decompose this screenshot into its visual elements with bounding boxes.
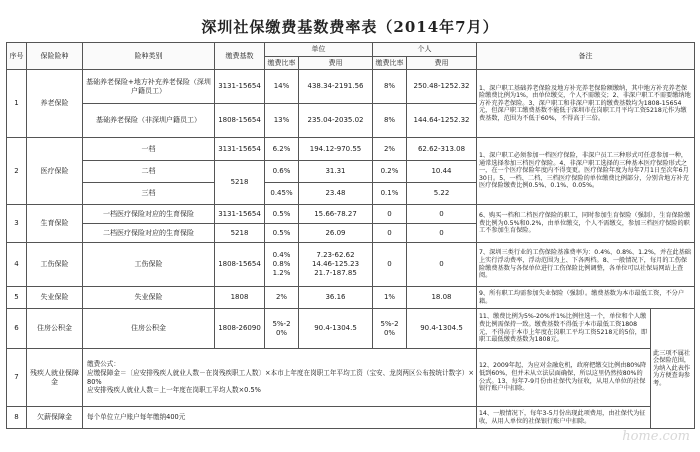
maternity-base-2: 5218 (215, 224, 265, 243)
maternity-person-rate-1: 0 (373, 205, 407, 224)
maternity-person-fee-1: 0 (407, 205, 477, 224)
page-title: 深圳社保缴费基数费率表（2014年7月） (201, 18, 499, 36)
injury-person-rate: 0 (373, 243, 407, 287)
injury-seq: 4 (7, 243, 27, 287)
pension-person-rate-2: 8% (373, 104, 407, 138)
injury-unit-rate: 0.4% 0.8% 1.2% (265, 243, 299, 287)
medical-person-rate-2: 0.2% (373, 161, 407, 183)
medical-base-1: 3131-15654 (215, 138, 265, 161)
injury-note: 7、深圳三类行业的工伤保险基准费率为：0.4%、0.8%、1.2%，并在此基础上实行浮动费率，浮动范围为上、下各两档。8、一般情况下，每月的工伤保险缴费基数与各保单位进行工伤保险比例调整，各单位可以社保局网站上查阅。 (477, 243, 695, 287)
medical-person-fee-1: 62.62-313.08 (407, 138, 477, 161)
housing-category: 住房公积金 (83, 309, 215, 349)
header-person-fee: 费用 (407, 57, 477, 70)
medical-unit-fee-1: 194.12-970.55 (299, 138, 373, 161)
maternity-unit-fee-2: 26.09 (299, 224, 373, 243)
pension-person-rate-1: 8% (373, 70, 407, 104)
maternity-note: 6、购买一档和二档医疗保险的职工，同时参加生育保险（强制），生育保险缴费比例为0.5%和0.2%，由单位缴交，个人不需缴交，参加三档医疗保险的职工不参加生育保险。 (477, 205, 695, 243)
housing-person-rate: 5%-20% (373, 309, 407, 349)
union-formula: 每个单位立户账户每年缴纳400元 (83, 407, 477, 429)
medical-tier-1: 一档 (83, 138, 215, 161)
header-person-rate: 缴费比率 (373, 57, 407, 70)
disabled-note: 12、2009年起，为应对金融危机，政府把缴交比例由80%降低到60%，但并未从立法层面确保，所以这里仍然按80%的公式。13、每年7-9月份由社保代为征收，从用人单位的社保银行账户中扣除。 (477, 349, 651, 407)
unemployment-note: 9、所有职工均需参加失业保险（强制）。缴费基数为本市最低工资，不分户籍。 (477, 287, 695, 309)
unemployment-person-fee: 18.08 (407, 287, 477, 309)
housing-note: 11、缴费比例为5%-20%并1%比例往选一个，单位和个人缴费比例需保持一致。缴费基数不得低于本市最低工资1808元，不得高于本市上年度在岗职工平均工资5218元的5倍，即职工最低缴费基数为1808元。 (477, 309, 651, 349)
injury-person-fee: 0 (407, 243, 477, 287)
maternity-category-1: 一档医疗保险对应的生育保险 (83, 205, 215, 224)
medical-unit-rate-1: 6.2% (265, 138, 299, 161)
disabled-type: 残疾人就业保障金 (27, 349, 83, 407)
maternity-person-fee-2: 0 (407, 224, 477, 243)
injury-category: 工伤保险 (83, 243, 215, 287)
header-unit: 单位 (265, 43, 373, 57)
unemployment-category: 失业保险 (83, 287, 215, 309)
header-base: 缴费基数 (215, 43, 265, 70)
maternity-unit-rate-2: 0.5% (265, 224, 299, 243)
unemployment-unit-rate: 2% (265, 287, 299, 309)
maternity-unit-fee-1: 15.66-78.27 (299, 205, 373, 224)
medical-type: 医疗保险 (27, 138, 83, 205)
disabled-formula-line-2: 应安排残疾人就业人数＝上一年度在岗职工平均人数×0.5% (87, 386, 261, 395)
watermark: home.com (622, 429, 690, 444)
header-person: 个人 (373, 43, 477, 57)
maternity-category-2: 二档医疗保险对应的生育保险 (83, 224, 215, 243)
medical-unit-fee-2: 31.31 (299, 161, 373, 183)
pension-category-1: 基础养老保险+地方补充养老保险（深圳户籍员工） (83, 70, 215, 104)
housing-unit-rate: 5%-20% (265, 309, 299, 349)
medical-person-rate-3: 0.1% (373, 183, 407, 205)
medical-unit-rate-3: 0.45% (265, 183, 299, 205)
maternity-type: 生育保险 (27, 205, 83, 243)
medical-unit-rate-2: 0.6% (265, 161, 299, 183)
pension-unit-fee-1: 438.34-2191.56 (299, 70, 373, 104)
union-type: 欠薪保障金 (27, 407, 83, 429)
maternity-unit-rate-1: 0.5% (265, 205, 299, 224)
disabled-formula-line-1: 应缴保障金＝〔应安排残疾人就业人数－在岗残疾职工人数〕×本市上年度在岗职工年平均工资（宝安、龙岗两区公布按统计数字）×80% (87, 368, 474, 386)
pension-unit-fee-2: 235.04-2035.02 (299, 104, 373, 138)
maternity-base-1: 3131-15654 (215, 205, 265, 224)
medical-note: 1、深户职工必须参加一档医疗保险，非深户员工三种形式可任意参加一种，通常选择参加三档医疗保险。4、非深户职工选择的三种基本医疗保险形式之一，在一个医疗保险年度内不得变更。医疗保险年度为每年7月1日至次年6月30日。5、一档、二档、三档医疗保险的单位缴费比例部分，分别含地方补充医疗保险缴费比例0.5%、0.1%、0.05%。 (477, 138, 695, 205)
medical-person-rate-1: 2% (373, 138, 407, 161)
header-unit-fee: 费用 (299, 57, 373, 70)
housing-seq: 6 (7, 309, 27, 349)
pension-category-2: 基础养老保险（非深圳户籍员工） (83, 104, 215, 138)
rate-table (6, 42, 695, 429)
unemployment-seq: 5 (7, 287, 27, 309)
header-type: 保险险种 (27, 43, 83, 70)
union-seq: 8 (7, 407, 27, 429)
pension-person-fee-1: 250.48-1252.32 (407, 70, 477, 104)
side-note: 此三项不属社会保险范围，为纳入此表作为方便查询参考。 (651, 309, 695, 429)
maternity-person-rate-2: 0 (373, 224, 407, 243)
pension-type: 养老保险 (27, 70, 83, 138)
housing-unit-fee: 90.4-1304.5 (299, 309, 373, 349)
pension-seq: 1 (7, 70, 27, 138)
housing-person-fee: 90.4-1304.5 (407, 309, 477, 349)
header-category: 险种类别 (83, 43, 215, 70)
medical-unit-fee-3: 23.48 (299, 183, 373, 205)
housing-type: 住房公积金 (27, 309, 83, 349)
header-seq: 序号 (7, 43, 27, 70)
housing-base: 1808-26090 (215, 309, 265, 349)
unemployment-base: 1808 (215, 287, 265, 309)
medical-base-shared: 5218 (215, 161, 265, 205)
medical-tier-3: 三档 (83, 183, 215, 205)
pension-note: 1、深户职工基础养老保险及地方补充养老保险额缴纳，其中地方补充养老保险缴费比例为1%，由单位缴交，个人不需缴交；2、非深户职工不需要缴纳地方补充养老保险。3、深户职工和非深户职工的缴费基数均为1808-15654元，但深户职工缴费基数不能低于深圳市在岗职工月平均工资5218元作为缴费基数，范围为不低于60%，不得高于三倍。 (477, 70, 695, 138)
disabled-formula (83, 349, 477, 407)
medical-person-fee-3: 5.22 (407, 183, 477, 205)
medical-person-fee-2: 10.44 (407, 161, 477, 183)
pension-base-1: 3131-15654 (215, 70, 265, 104)
maternity-seq: 3 (7, 205, 27, 243)
medical-seq: 2 (7, 138, 27, 205)
pension-unit-rate-1: 14% (265, 70, 299, 104)
pension-base-2: 1808-15654 (215, 104, 265, 138)
header-notes: 备注 (477, 43, 695, 70)
unemployment-unit-fee: 36.16 (299, 287, 373, 309)
disabled-seq: 7 (7, 349, 27, 407)
pension-person-fee-2: 144.64-1252.32 (407, 104, 477, 138)
pension-unit-rate-2: 13% (265, 104, 299, 138)
injury-type: 工伤保险 (27, 243, 83, 287)
medical-tier-2: 二档 (83, 161, 215, 183)
union-note: 14、一般情况下，每年3-5月份出现此项费用，由社保代为征收，从用人单位的社保银行账户中扣除。 (477, 407, 651, 429)
header-unit-rate: 缴费比率 (265, 57, 299, 70)
injury-unit-fee: 7.23-62.62 14.46-125.23 21.7-187.85 (299, 243, 373, 287)
unemployment-person-rate: 1% (373, 287, 407, 309)
disabled-formula-title: 缴费公式： (87, 360, 120, 369)
injury-base: 1808-15654 (215, 243, 265, 287)
unemployment-type: 失业保险 (27, 287, 83, 309)
